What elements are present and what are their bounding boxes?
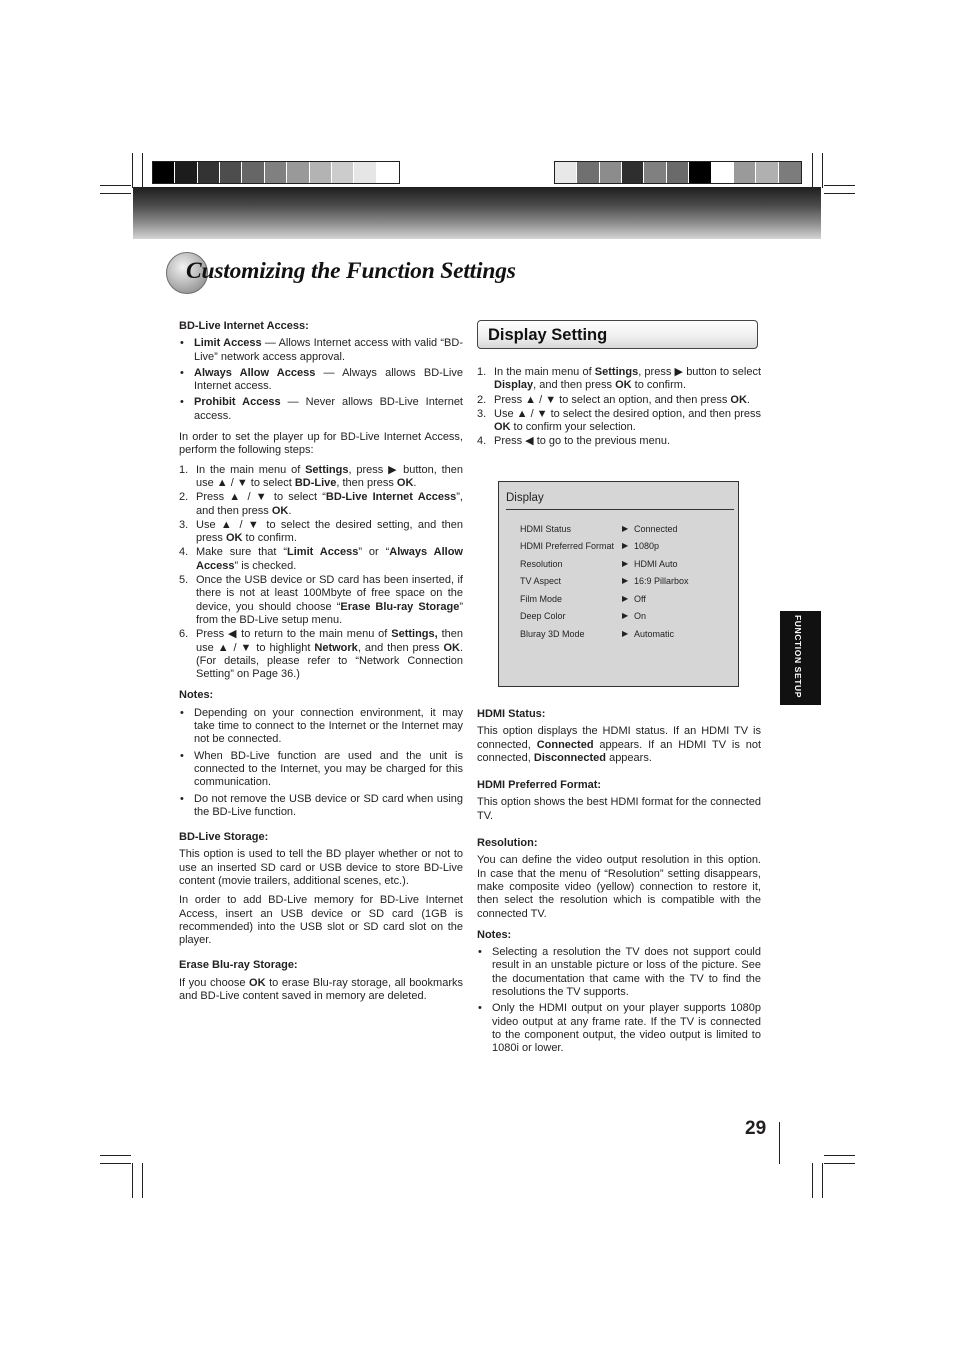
menu-row-value: 16:9 Pillarbox xyxy=(634,576,689,586)
menu-row-value: Connected xyxy=(634,524,678,534)
color-swatch xyxy=(377,162,399,183)
display-setting-header xyxy=(477,320,758,349)
color-swatch xyxy=(354,162,376,183)
color-swatch xyxy=(600,162,622,183)
step-item xyxy=(179,574,463,627)
text-run-bold: OK xyxy=(271,504,289,517)
color-calibration-bar-right xyxy=(554,161,802,184)
text-run: ”, and then press xyxy=(196,491,463,517)
menu-row-value: HDMI Auto xyxy=(634,559,678,569)
menu-row-label: Film Mode xyxy=(520,594,563,604)
right-column-steps xyxy=(477,366,761,457)
arrow-right-icon: ▶ xyxy=(622,594,629,603)
text-run-bold: Erase Blu-ray Storage xyxy=(340,600,460,613)
text-run-bold: Connected xyxy=(536,738,594,751)
hdmi-status-paragraph xyxy=(477,725,761,765)
access-steps-list xyxy=(179,464,463,682)
display-steps-list xyxy=(477,366,761,449)
list-item xyxy=(179,337,463,364)
text-run: Once the USB device or SD card has been inserted, if there is not at least 100Mbyte of free space on the device, you should choose “ xyxy=(196,574,463,613)
step-item xyxy=(179,546,463,573)
right-column-body xyxy=(477,708,761,1064)
notes-heading: Notes: xyxy=(179,689,214,702)
menu-row-label: TV Aspect xyxy=(520,576,562,586)
color-swatch xyxy=(689,162,711,183)
text-run-bold: BD-Live Internet Access xyxy=(325,491,457,504)
hdmi-status-heading: HDMI Status: xyxy=(477,708,546,720)
text-run: ” or “ xyxy=(358,546,390,559)
menu-row-label: Deep Color xyxy=(520,611,566,621)
text-run-bold: Network xyxy=(314,641,358,654)
color-swatch xyxy=(242,162,264,183)
text-run-bold: OK xyxy=(396,476,414,489)
step-number: 3. xyxy=(179,518,189,531)
resolution-heading: Resolution: xyxy=(477,837,538,850)
step-number: 5. xyxy=(179,574,189,587)
text-run: to confirm your selection. xyxy=(510,421,636,434)
text-run-bold: OK xyxy=(615,379,632,392)
hdmi-pref-heading: HDMI Preferred Format: xyxy=(477,779,602,792)
arrow-right-icon: ▶ xyxy=(622,559,629,568)
menu-row-value: Automatic xyxy=(634,629,675,639)
text-run: This option displays the HDMI status. If an HDMI TV is connected, xyxy=(477,725,761,751)
text-run-bold: Limit Access xyxy=(287,546,359,559)
left-column xyxy=(179,320,463,1009)
side-tab-label: FUNCTION SETUP xyxy=(793,615,803,699)
text-run: to erase Blu-ray storage, all bookmarks and BD-Live content saved in memory are deleted. xyxy=(179,976,463,1003)
option-term: Always Allow Access xyxy=(194,366,316,379)
text-run: . (For details, please refer to “Network Connection Setting” on Page 36.) xyxy=(196,641,463,681)
text-run: , and then press xyxy=(533,379,616,392)
menu-row xyxy=(520,524,730,536)
color-swatch xyxy=(153,162,175,183)
arrow-right-icon: ▶ xyxy=(622,541,629,550)
text-run: appears. xyxy=(606,751,652,764)
resolution-paragraph: You can define the video output resolution in this option. In case that the menu of “Resolution” setting disappears, make composite video (yellow) connection to restore it, then select the resolution which is compatible with the connected TV. xyxy=(477,854,761,920)
display-menu-screenshot xyxy=(498,481,739,687)
text-run: ” from the BD-Live setup menu. xyxy=(196,600,463,626)
step-number: 2. xyxy=(477,393,487,406)
text-run: Press ◀ to go to the previous menu. xyxy=(494,435,670,448)
erase-heading: Erase Blu-ray Storage: xyxy=(179,959,298,972)
menu-row-label: Bluray 3D Mode xyxy=(520,629,585,639)
menu-row xyxy=(520,594,730,606)
step-item xyxy=(179,491,463,518)
menu-row-label: Resolution xyxy=(520,559,563,569)
menu-row xyxy=(520,559,730,571)
color-swatch xyxy=(667,162,689,183)
color-swatch xyxy=(555,162,577,183)
text-run: Press ▲ / ▼ to select an option, and then press xyxy=(494,393,731,406)
step-item xyxy=(477,408,761,435)
resolution-notes-list xyxy=(477,946,761,1055)
option-text: — Allows Internet access with valid “BD-Live” network access approval. xyxy=(194,337,463,363)
color-swatch xyxy=(175,162,197,183)
text-run: Press ◀ to return to the main menu of xyxy=(196,628,392,641)
note-item: • Do not remove the USB device or SD card when using the BD-Live function. xyxy=(179,793,463,820)
list-item xyxy=(179,367,463,394)
note-item: • Selecting a resolution the TV does not support could result in an unstable picture or loss of the picture. See the documentation that came with the TV to find the resolutions the TV supports. xyxy=(477,946,761,999)
list-item xyxy=(179,396,463,423)
note-item: • Only the HDMI output on your player supports 1080p video output at any frame rate. If the TV is connected to the component output, the video output is limited to 1080i or lower. xyxy=(477,1002,761,1055)
text-run-bold: OK xyxy=(494,421,511,434)
text-run-bold: BD-Live xyxy=(294,476,337,489)
color-swatch xyxy=(220,162,242,183)
arrow-right-icon: ▶ xyxy=(622,576,629,585)
text-run-bold: Settings, xyxy=(391,628,438,641)
menu-row xyxy=(520,629,730,641)
text-run: Use ▲ / ▼ to select the desired option, and then press xyxy=(494,407,761,420)
note-item: • Depending on your connection environment, it may take time to connect to the Internet or the Internet may not be connected. xyxy=(179,707,463,747)
step-item xyxy=(179,519,463,546)
color-swatch xyxy=(622,162,644,183)
text-run: , press ▶ button, then use ▲ / ▼ to select xyxy=(196,463,463,489)
note-item: • When BD-Live function are used and the unit is connected to the Internet, you may be charged for this communication. xyxy=(179,750,463,790)
text-run: ” is checked. xyxy=(234,559,297,572)
text-run: . xyxy=(288,504,292,517)
text-run: . xyxy=(413,476,417,489)
text-run-bold: Display xyxy=(494,379,534,392)
hdmi-pref-paragraph: This option shows the best HDMI format for the connected TV. xyxy=(477,796,761,822)
access-options-list xyxy=(179,337,463,423)
step-number: 2. xyxy=(179,491,189,504)
arrow-right-icon: ▶ xyxy=(622,611,629,620)
color-swatch xyxy=(577,162,599,183)
step-number: 3. xyxy=(477,407,487,420)
menu-row-value: On xyxy=(634,611,647,621)
step-item xyxy=(477,394,761,407)
text-run: , then press xyxy=(336,476,397,489)
step-number: 1. xyxy=(477,366,487,378)
menu-row xyxy=(520,576,730,588)
color-swatch xyxy=(756,162,778,183)
color-calibration-bar-left xyxy=(152,161,400,184)
arrow-right-icon: ▶ xyxy=(622,629,629,638)
side-tab xyxy=(780,611,821,705)
erase-paragraph xyxy=(179,977,463,1004)
option-term: Limit Access xyxy=(194,337,262,350)
option-text: — Always allows BD-Live Internet access. xyxy=(194,366,463,393)
text-run-bold: OK xyxy=(249,976,266,989)
color-swatch xyxy=(332,162,354,183)
color-swatch xyxy=(310,162,332,183)
menu-row-label: HDMI Preferred Format xyxy=(520,541,615,551)
color-swatch xyxy=(265,162,287,183)
text-run: In the main menu of xyxy=(494,366,595,378)
option-term: Prohibit Access xyxy=(194,396,281,409)
menu-row-value: Off xyxy=(634,594,646,604)
color-swatch xyxy=(779,162,801,183)
header-band xyxy=(133,187,821,239)
arrow-right-icon: ▶ xyxy=(622,524,629,533)
step-item xyxy=(179,464,463,491)
text-run: Press ▲ / ▼ to select “ xyxy=(196,491,326,504)
menu-row xyxy=(520,611,730,623)
menu-title: Display xyxy=(506,492,544,504)
color-swatch xyxy=(712,162,734,183)
text-run: If you choose xyxy=(179,976,250,989)
text-run: . xyxy=(746,393,750,406)
text-run: In the main menu of xyxy=(196,463,306,476)
text-run: to confirm. xyxy=(631,379,686,392)
menu-divider xyxy=(506,509,734,510)
page-title: Customizing the Function Settings xyxy=(186,258,516,284)
text-run: to confirm. xyxy=(242,532,297,545)
text-run-bold: Settings xyxy=(305,463,349,476)
step-number: 4. xyxy=(179,546,189,559)
text-run-bold: OK xyxy=(225,532,243,545)
text-run: then use ▲ / ▼ to highlight xyxy=(196,628,463,654)
text-run: Use ▲ / ▼ to select the desired setting, and then press xyxy=(196,518,463,545)
step-item xyxy=(179,628,463,681)
color-swatch xyxy=(734,162,756,183)
page-number: 29 xyxy=(745,1118,767,1139)
bdlive-access-heading: BD-Live Internet Access: xyxy=(179,320,309,332)
text-run-bold: Settings xyxy=(594,366,639,378)
step-number: 6. xyxy=(179,628,189,641)
step-number: 1. xyxy=(179,463,189,476)
storage-paragraph-2: In order to add BD-Live memory for BD-Live Internet Access, insert an USB device or SD card (1GB is recommended) into the USB slot or SD card slot on the player. xyxy=(179,894,463,947)
menu-row-label: HDMI Status xyxy=(520,524,572,534)
storage-paragraph-1: This option is used to tell the BD player whether or not to use an inserted SD card or USB device to store BD-Live content (movie trailers, additional scenes, etc.). xyxy=(179,848,463,887)
option-text: — Never allows BD-Live Internet access. xyxy=(194,396,463,422)
storage-heading: BD-Live Storage: xyxy=(179,831,269,844)
text-run: appears. If an HDMI TV is not connected, xyxy=(477,738,762,764)
section-title: Display Setting xyxy=(488,326,608,344)
text-run-bold: Always Allow Access xyxy=(196,546,463,572)
menu-row-value: 1080p xyxy=(634,541,660,551)
color-swatch xyxy=(287,162,309,183)
step-item xyxy=(477,366,761,393)
text-run: Make sure that “ xyxy=(196,546,288,559)
menu-row xyxy=(520,541,730,553)
color-swatch xyxy=(644,162,666,183)
text-run: , and then press xyxy=(357,641,444,654)
access-notes-list xyxy=(179,707,463,819)
text-run: , press ▶ button to select xyxy=(638,366,762,378)
step-item xyxy=(477,435,761,448)
color-swatch xyxy=(198,162,220,183)
access-intro: In order to set the player up for BD-Live Internet Access, perform the following steps: xyxy=(179,431,463,457)
text-run-bold: OK xyxy=(443,641,460,654)
step-number: 4. xyxy=(477,435,487,448)
text-run-bold: OK xyxy=(730,393,747,406)
notes-heading: Notes: xyxy=(477,928,512,941)
text-run-bold: Disconnected xyxy=(533,751,607,764)
